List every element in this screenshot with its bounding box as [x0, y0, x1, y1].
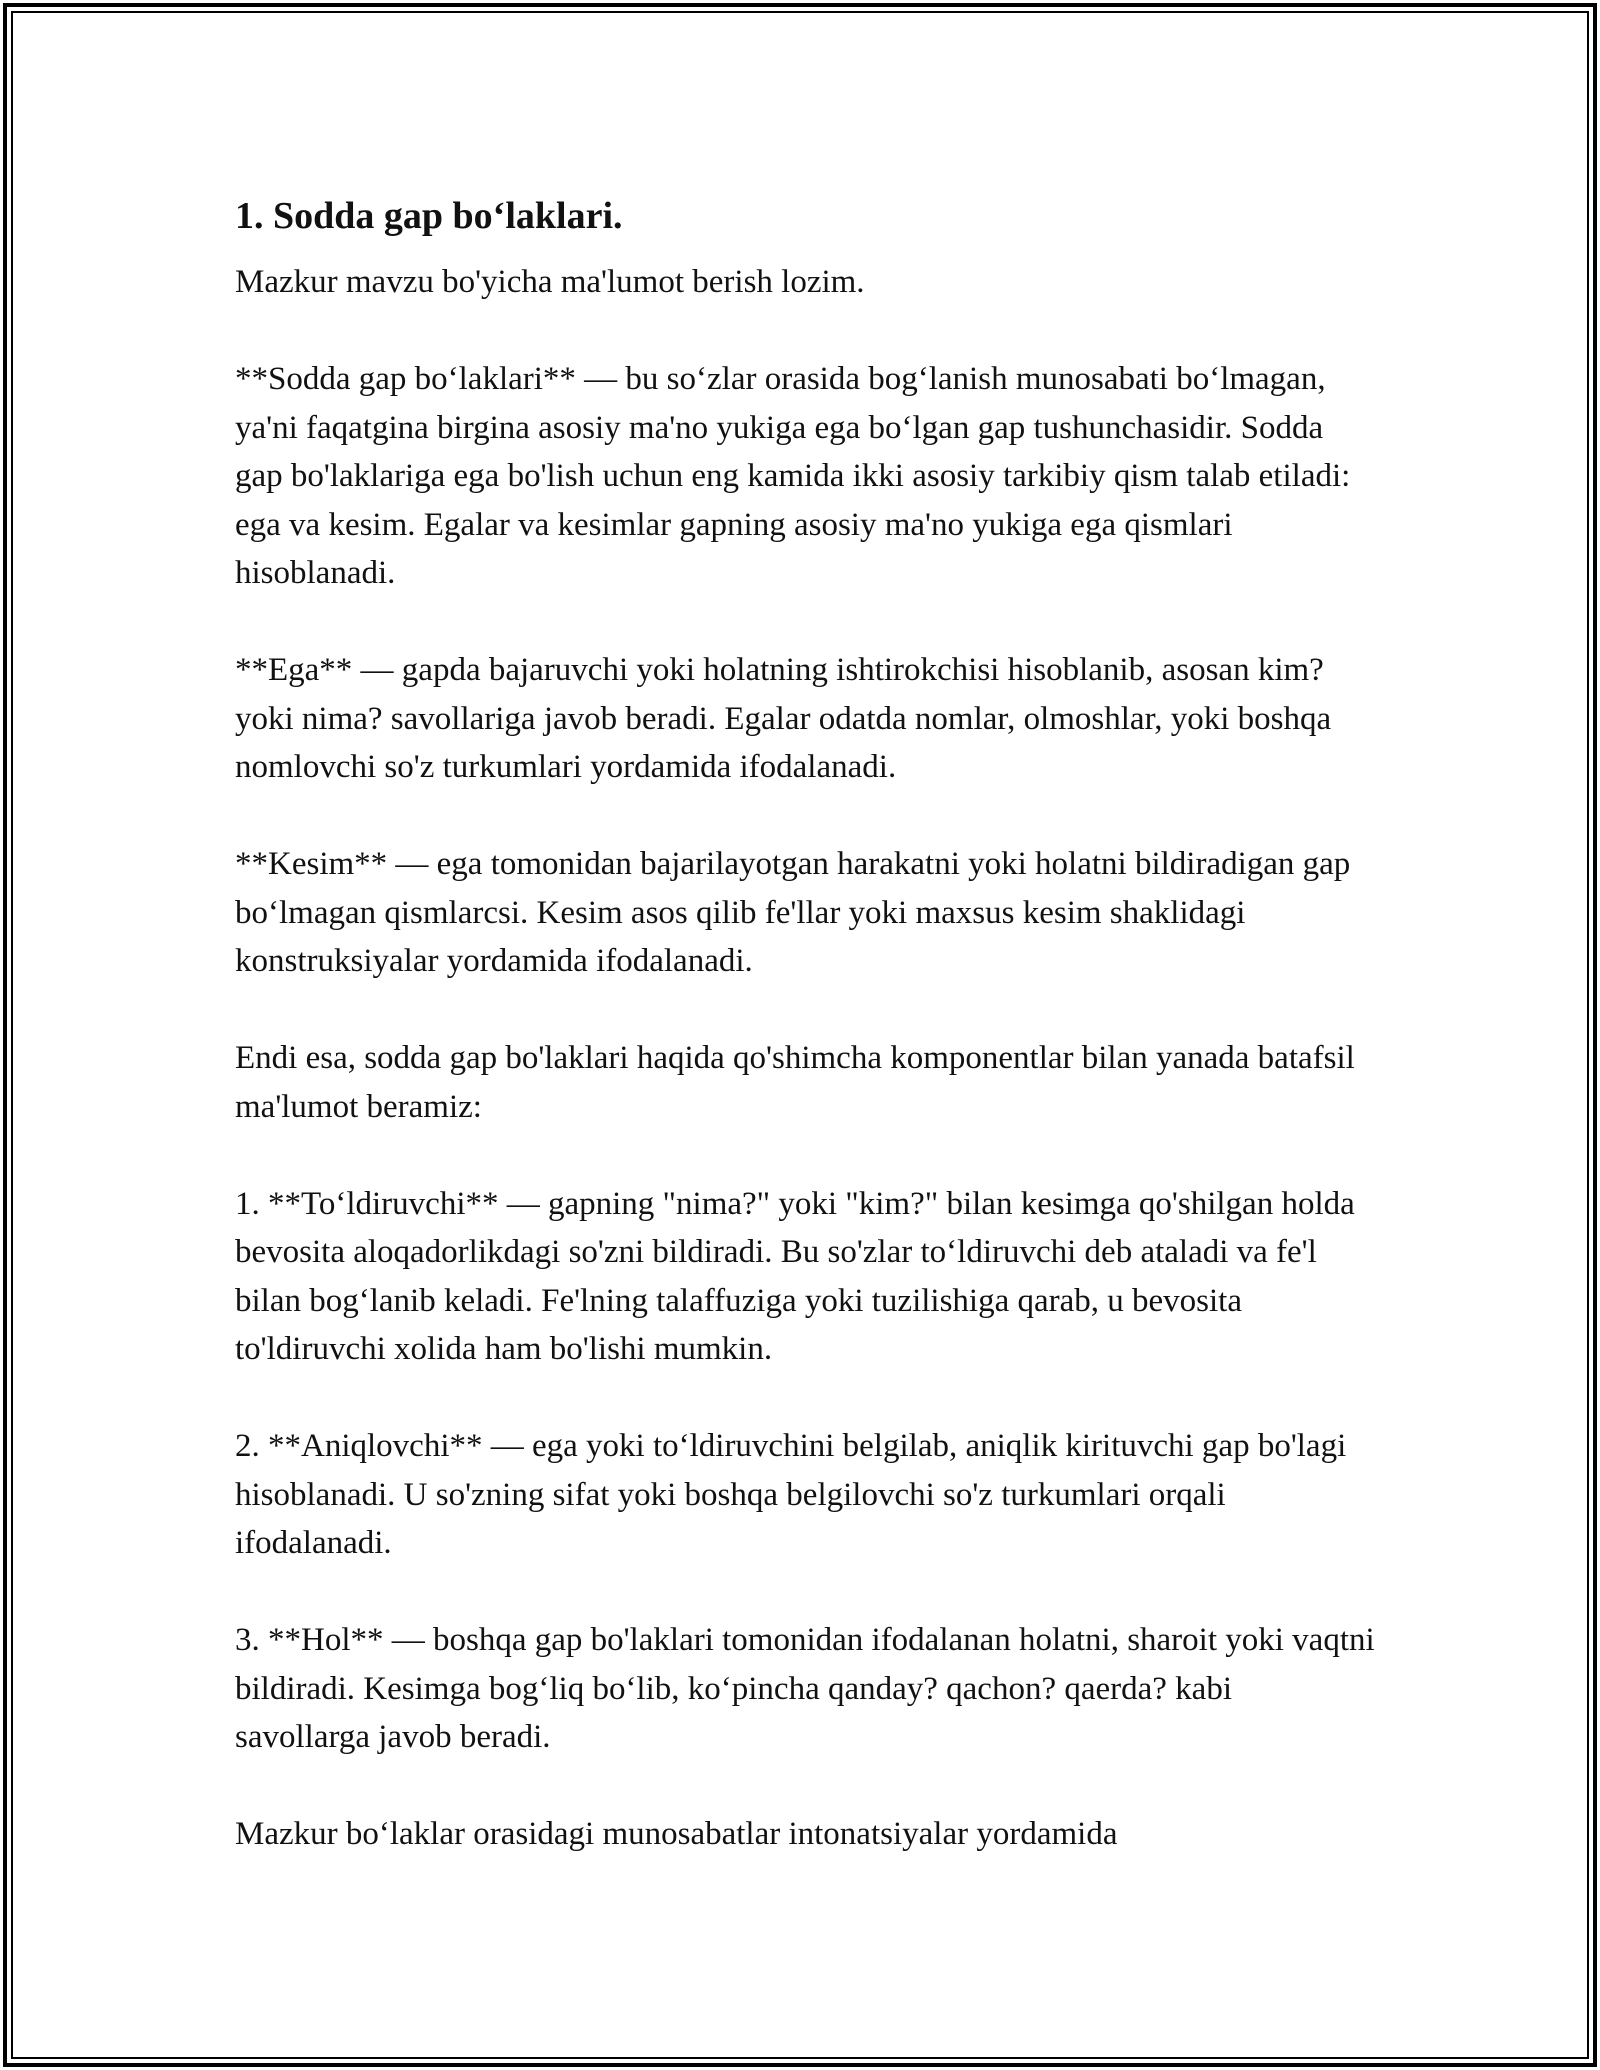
paragraph-closing: Mazkur bo‘laklar orasidagi munosabatlar intonatsiyalar yordamida	[235, 1816, 1118, 1852]
paragraph-ega: **Ega** — gapda bajaruvchi yoki holatning ishtirokchisi hisoblanib, asosan kim? yoki nima? savollariga javob beradi. Egalar odatda nomlar, olmoshlar, yoki boshqa nomlovchi so'z turkumlari yordamida ifodalanadi.	[235, 652, 1332, 785]
paragraph-sodda-gap: **Sodda gap bo‘laklari** — bu so‘zlar orasida bog‘lanish munosabati bo‘lmagan, ya'ni faqatgina birgina asosiy ma'no yukiga ega bo‘lgan gap tushunchasidir. Sodda gap bo'laklariga ega bo'lish uchun eng kamida ikki asosiy tarkibiy qism talab etiladi: ega va kesim. Egalar va kesimlar gapning asosiy ma'no yukiga ega qismlari hisoblanadi.	[235, 361, 1351, 591]
paragraph-kesim: **Kesim** — ega tomonidan bajarilayotgan harakatni yoki holatni bildiradigan gap bo‘lmagan qismlarcsi. Kesim asos qilib fe'llar yoki maxsus kesim shaklidagi konstruksiyalar yordamida ifodalanadi.	[235, 846, 1351, 979]
paragraph-aniqlovchi: 2. **Aniqlovchi** — ega yoki to‘ldiruvchini belgilab, aniqlik kirituvchi gap bo'lagi hisoblanadi. U so'zning sifat yoki boshqa belgilovchi so'z turkumlari orqali ifodalanadi.	[235, 1428, 1347, 1561]
intro-paragraph: Mazkur mavzu bo'yicha ma'lumot berish lozim.	[235, 264, 865, 300]
paragraph-hol: 3. **Hol** — boshqa gap bo'laklari tomonidan ifodalanan holatni, sharoit yoki vaqtni bildiradi. Kesimga bog‘liq bo‘lib, ko‘pincha qanday? qachon? qaerda? kabi savollarga javob beradi.	[235, 1622, 1375, 1755]
document-body	[235, 186, 1375, 1907]
document-title: 1. Sodda gap bo‘laklari.	[235, 195, 623, 237]
paragraph-endi-esa: Endi esa, sodda gap bo'laklari haqida qo'shimcha komponentlar bilan yanada batafsil ma'lumot beramiz:	[235, 1040, 1355, 1125]
paragraph-toldiruvchi: 1. **To‘ldiruvchi** — gapning "nima?" yoki "kim?" bilan kesimga qo'shilgan holda bevosita aloqadorlikdagi so'zni bildiradi. Bu so'zlar to‘ldiruvchi deb ataladi va fe'l bilan bog‘lanib keladi. Fe'lning talaffuziga yoki tuzilishiga qarab, u bevosita to'ldiruvchi xolida ham bo'lishi mumkin.	[235, 1185, 1355, 1367]
